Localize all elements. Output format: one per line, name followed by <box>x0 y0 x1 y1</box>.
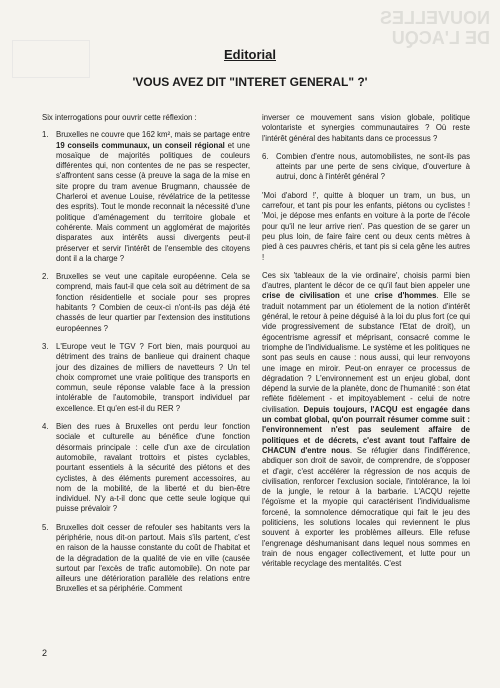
text-run: L'Europe veut le TGV ? Fort bien, mais pourquoi au détriment des trains de banlieue qui drainent chaque jour des dizaines de milliers de navetteurs ? Un tel choix compromet une vraie politique des transports en commun, seule réponse valable face à la pression intolérable de l'automobile, transport individuel par excellence. Et qu'en est-il du RER ? <box>56 341 250 413</box>
question-list <box>42 130 250 594</box>
page-title: Editorial <box>223 47 276 62</box>
question-number: 2. <box>42 272 49 282</box>
body-paragraph <box>262 271 470 570</box>
text-run: Combien d'entre nous, automobilistes, ne sont-ils pas atteints par une perte de sens civique, d'ouverture à autrui, donc à l'intérêt général ? <box>276 151 470 182</box>
bleed-through-text: NOUVELLES DE L'ACQU <box>379 8 490 48</box>
question-item <box>42 422 250 515</box>
body-paragraph <box>262 191 470 263</box>
question-item <box>42 342 250 414</box>
text-run: . Se réfugier dans l'indifférence, abdiquer son droit de savoir, de comprendre, de s'opposer et d'agir, c'est accélérer la régression de nos acquis de civilisation, renforcer l'exclusion sociale, l'intolérance, la loi de la jungle, le retour à la barbarie. L'ACQU rejette l'égoïsme et la myopie qui caractérisent l'individualisme forcené, la somnolence démocratique qui fait le jeu des politiciens, les solutions locales qui reviennent le plus souvent à exporter les problèmes ailleurs. Elle refuse l'engrenage déshumanisant dans lequel nous sommes en train de nous engager collectivement, et lutte pour un véritable recyclage des mentalités. C'est <box>262 445 470 569</box>
text-run: Bruxelles se veut une capitale européenne. Cela se comprend, mais faut-il que cela soit au détriment de sa fonction résidentielle et sociale pour ses propres habitants ? Combien de ceux-ci n'ont-ils pas déjà été chassés de leur quartier par l'extension des institutions européennes ? <box>56 272 250 333</box>
bold-text: 19 conseils communaux, un conseil régional <box>56 140 225 150</box>
text-run: inverser ce mouvement sans vision globale, politique volontariste et synergies communautaires ? Où reste l'intérêt général des habitants dans ce processus ? <box>262 113 470 143</box>
bold-text: crise de civilisation <box>262 291 340 301</box>
question-item <box>42 272 250 334</box>
text-run: Bruxelles doit cesser de refouler ses habitants vers la périphérie, nous dit-on partout. Mais s'ils partent, c'est en raison de la hausse constante du coût de l'habitat et de la dégradation de la qualité de vie en ville (causée surtout par l'excès de trafic automobile). On note par ailleurs une détérioration parallèle des relations entre Bruxelles et sa périphérie. Comment <box>56 522 250 594</box>
bold-text: crise d'hommes <box>374 291 437 301</box>
question-text <box>56 272 250 334</box>
body-paragraphs <box>262 191 470 570</box>
left-column <box>42 113 250 603</box>
text-run: Ces six 'tableaux de la vie ordinaire', choisis parmi bien d'autres, plantent le décor de ce qu'il faut bien appeler une <box>262 270 470 291</box>
question-text <box>276 152 470 183</box>
question-number: 4. <box>42 422 49 432</box>
question-item <box>262 152 470 183</box>
text-run: . Elle se traduit notamment par un étiolement de la notion d'intérêt général, le retour à peine déguisé à la loi du plus fort (ce qui vide progressivement de substance l'Etat de droit), un égocentrisme agressif et méprisant, consacré comme le triomphe de l'individualisme. Le système et les politiques ne sont pas seuls en cause : nous aussi, qui leur renvoyons une image en miroir. Peut-on enrayer ce processus de dégradation ? L'environnement est un enjeu global, dont dépend la survie de la planète, donc de l'humanité : son état reflète fidèlement - et impitoyablement - celui de notre civilisation. <box>262 291 470 414</box>
question-text <box>56 342 250 414</box>
text-run: Bien des rues à Bruxelles ont perdu leur fonction sociale et culturelle au bénéfice d'une fonction désormais principale : celle d'un axe de circulation automobile, ravalant trottoirs et pistes cyclables, pourtant essentiels à la sécurité des piétons et des cyclistes, à des éléments purement accessoires, au nom de la mobilité, de la liberté et du bien-être individuel. N'y a-t-il donc que cette seule logique qui puisse prévaloir ? <box>56 422 250 514</box>
text-run: et une <box>339 291 375 301</box>
page-number: 2 <box>42 648 48 658</box>
question-text <box>56 130 250 264</box>
question-text <box>56 523 250 595</box>
continued-paragraph <box>262 113 470 144</box>
text-run: et une mosaïque de majorités politiques de couleurs différentes qui, non contentes de ne pas se respecter, s'affrontent sans cesse (à preuve la saga de la mise en site propre du tram avenue Brugmann, chaussée de Charleroi et avenue Louise, révélatrice de la petitesse des esprits). Tout le monde reconnait la nécessité d'une politique d'aménagement du territoire globale et cohérente. Mais comment un agglomérat de majorités disparates aux intérêts aussi divergents peut-il préserver et servir l'intérêt de l'ensemble des citoyens dont il a la charge ? <box>56 140 250 263</box>
text-run: Bruxelles ne couvre que 162 km², mais se partage entre <box>56 130 250 140</box>
bold-text: Depuis toujours, l'ACQU est engagée dans un combat global, qu'on pourrait résumer comme suit : l'environnement n'est pas seulement affaire de politiques et de décrets, c'est avant tout l'affaire de CHACUN d'entre nous <box>262 404 470 455</box>
question-text <box>56 422 250 515</box>
question-number: 1. <box>42 130 49 140</box>
question-number: 6. <box>262 151 269 161</box>
question-item <box>42 130 250 264</box>
intro-line: Six interrogations pour ouvrir cette réflexion : <box>42 113 197 122</box>
question-item <box>42 523 250 595</box>
right-column <box>262 113 470 577</box>
text-run: 'Moi d'abord !', quitte à bloquer un tram, un bus, un carrefour, et tant pis pour les enfants, piétons ou cyclistes ! 'Moi, je dépose mes enfants en voiture à la porte de l'école pour qu'il ne leur arrive rien'. Pas question de se garer un peu plus loin, de faire faire cent ou deux cents mètres à pied à ces pauvres chéris, et tant pis si cela gêne les autres ! <box>262 190 470 262</box>
question-number: 5. <box>42 522 49 532</box>
question-number: 3. <box>42 341 49 351</box>
page-subtitle: 'VOUS AVEZ DIT "INTERET GENERAL" ?' <box>132 75 368 89</box>
